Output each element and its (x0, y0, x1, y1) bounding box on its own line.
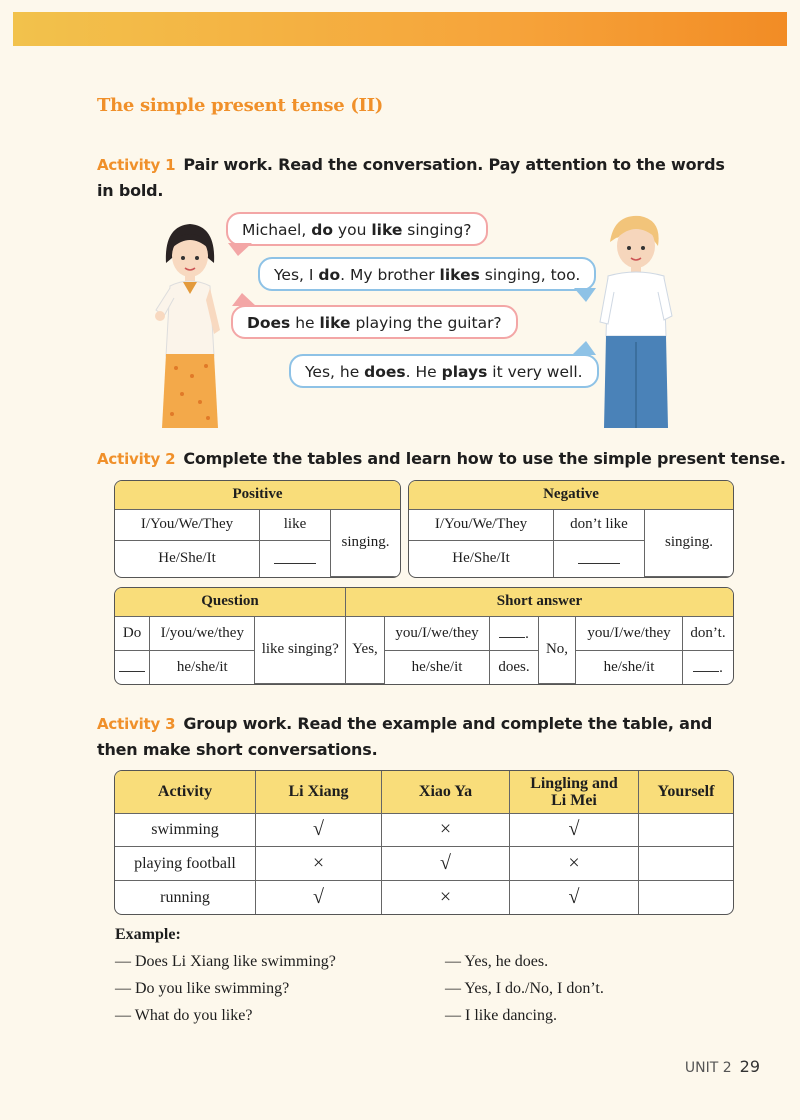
col-activity: Activity (115, 771, 256, 813)
yourself-cell[interactable] (639, 881, 734, 914)
cross-mark: × (382, 881, 510, 914)
yourself-cell[interactable] (639, 847, 734, 881)
col-lingling-li-mei: Lingling and Li Mei (510, 771, 639, 813)
example-section (115, 926, 735, 1029)
answer-yes-does: does. (490, 650, 539, 683)
activity3-table (114, 770, 734, 915)
activity2-label: Activity 2 (97, 450, 176, 468)
bubble-1-text: Michael, do you like singing? (242, 221, 472, 239)
positive-table (114, 480, 401, 578)
activity3-label: Activity 3 (97, 715, 176, 733)
positive-title: Positive (115, 481, 400, 509)
answer-no-blank[interactable]: . (683, 650, 734, 683)
answer-yes-blank[interactable]: . (490, 616, 539, 650)
negative-verb1: don’t like (554, 509, 645, 541)
negative-subj1: I/You/We/They (409, 509, 554, 541)
bubble-2-text: Yes, I do. My brother likes singing, too. (274, 266, 581, 284)
short-answer-title: Short answer (346, 588, 734, 616)
check-mark: √ (256, 813, 382, 847)
negative-blank[interactable] (554, 541, 645, 577)
question-subj2: he/she/it (150, 650, 255, 683)
activity3-text: Group work. Read the example and complete the table, and (183, 714, 713, 733)
col-xiao-ya: Xiao Ya (382, 771, 510, 813)
question-aux1: Do (115, 616, 150, 650)
question-title: Question (115, 588, 346, 616)
bubble-4-text: Yes, he does. He plays it very well. (305, 363, 583, 381)
example-line (115, 948, 735, 975)
answer-yes-subj2: he/she/it (385, 650, 490, 683)
question-blank[interactable] (115, 650, 150, 683)
yourself-cell[interactable] (639, 813, 734, 847)
section-title: The simple present tense (II) (97, 95, 384, 116)
example-question: — Does Li Xiang like swimming? (115, 952, 336, 970)
row-activity: swimming (115, 813, 256, 847)
row-activity: playing football (115, 847, 256, 881)
question-answer-table (114, 587, 734, 685)
example-answer: — Yes, he does. (445, 952, 549, 970)
bubble-4 (289, 354, 599, 388)
activity2-instruction (97, 446, 786, 472)
page-footer (685, 1057, 760, 1076)
example-answer: — I like dancing. (445, 1006, 557, 1024)
activity3-text-cont: then make short conversations. (97, 740, 378, 759)
check-mark: √ (382, 847, 510, 881)
bubble-3 (231, 305, 518, 339)
check-mark: √ (256, 881, 382, 914)
positive-subj1: I/You/We/They (115, 509, 260, 541)
positive-object: singing. (331, 509, 401, 577)
bubble-3-text: Does he like playing the guitar? (247, 314, 502, 332)
example-title: Example: (115, 926, 181, 943)
activity1-text-cont: in bold. (97, 181, 164, 200)
activity1-text: Pair work. Read the conversation. Pay attention to the words (183, 155, 725, 174)
boy-illustration (596, 212, 676, 428)
cross-mark: × (256, 847, 382, 881)
example-question: — What do you like? (115, 1006, 253, 1024)
cross-mark: × (382, 813, 510, 847)
activity2-text: Complete the tables and learn how to use the simple present tense. (183, 449, 786, 468)
negative-table (408, 480, 734, 578)
row-activity: running (115, 881, 256, 914)
positive-subj2: He/She/It (115, 541, 260, 577)
negative-subj2: He/She/It (409, 541, 554, 577)
top-banner (13, 12, 787, 46)
col-li-xiang: Li Xiang (256, 771, 382, 813)
example-answer: — Yes, I do./No, I don’t. (445, 979, 604, 997)
activity1-instruction (97, 152, 725, 204)
activity1-label: Activity 1 (97, 156, 176, 174)
answer-no-subj2: he/she/it (576, 650, 683, 683)
table-row (115, 847, 733, 881)
cross-mark: × (510, 847, 639, 881)
bubble-1 (226, 212, 488, 246)
answer-no: No, (539, 616, 576, 684)
question-subj1: I/you/we/they (150, 616, 255, 650)
activity3-instruction (97, 711, 712, 763)
unit-label: UNIT 2 (684, 1060, 732, 1076)
col-yourself: Yourself (639, 771, 734, 813)
answer-no-dont: don’t. (683, 616, 734, 650)
negative-title: Negative (409, 481, 733, 509)
example-line (115, 975, 735, 1002)
example-line (115, 1002, 735, 1029)
bubble-2 (258, 257, 596, 291)
question-rest: like singing? (255, 616, 346, 684)
check-mark: √ (510, 813, 639, 847)
table-row (115, 881, 733, 914)
example-question: — Do you like swimming? (115, 979, 290, 997)
positive-blank[interactable] (260, 541, 331, 577)
page-number: 29 (739, 1057, 760, 1076)
answer-yes: Yes, (346, 616, 385, 684)
answer-yes-subj1: you/I/we/they (385, 616, 490, 650)
answer-no-subj1: you/I/we/they (576, 616, 683, 650)
check-mark: √ (510, 881, 639, 914)
positive-verb1: like (260, 509, 331, 541)
negative-object: singing. (645, 509, 734, 577)
table-row (115, 813, 733, 847)
